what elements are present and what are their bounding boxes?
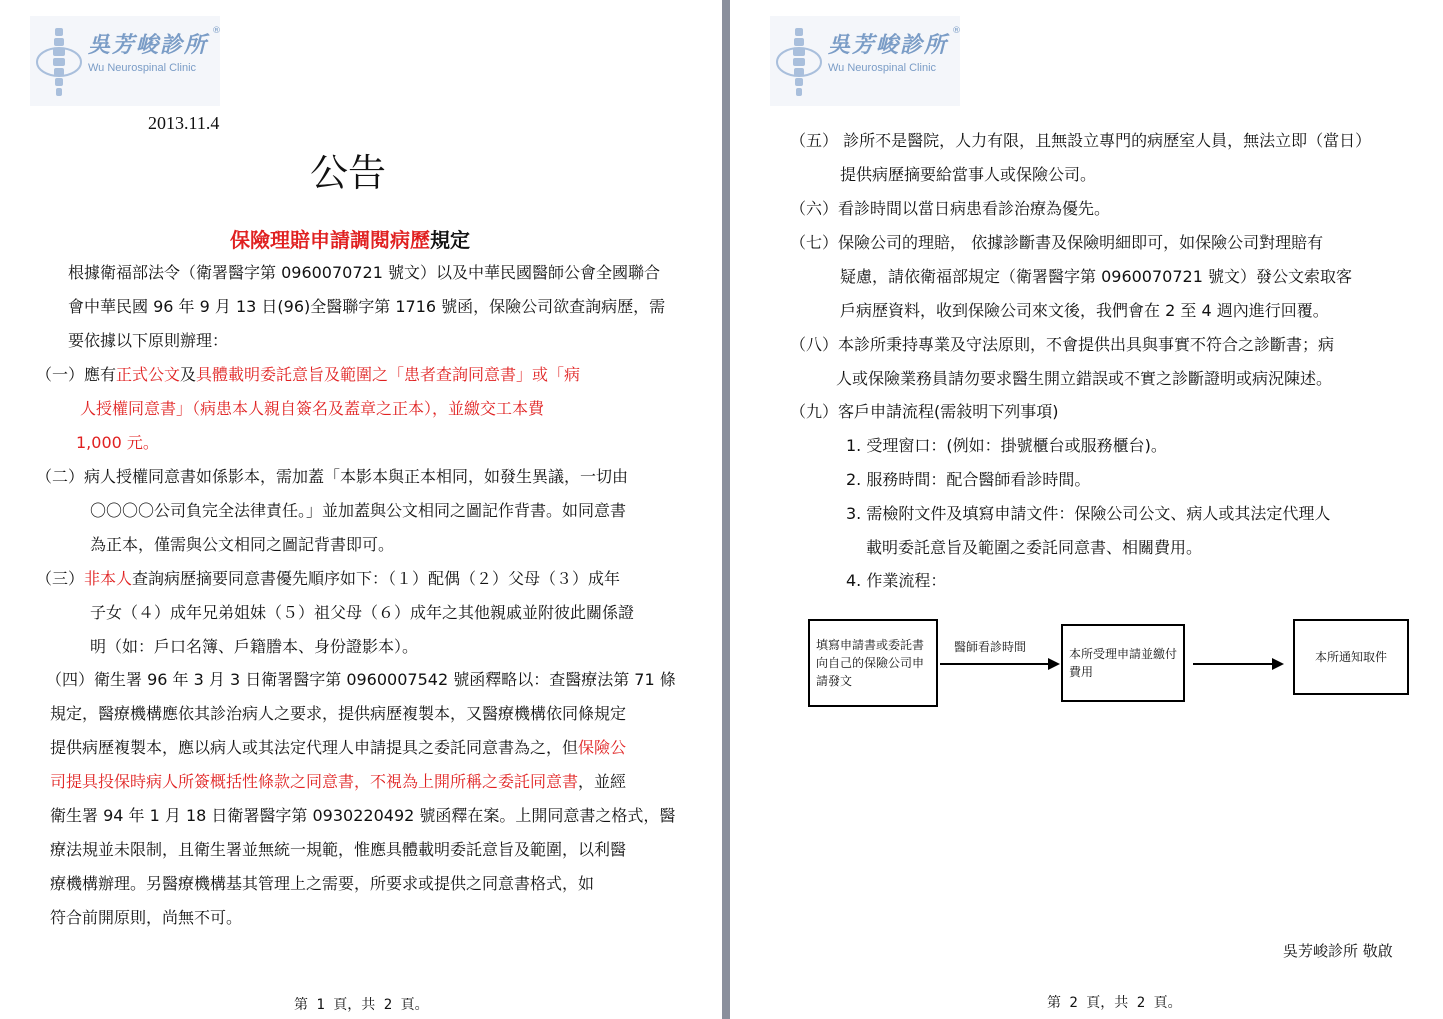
subtitle-black: 規定: [430, 228, 470, 252]
clinic-logo: [30, 16, 220, 106]
item-3-non-self: 非本人: [84, 569, 133, 588]
step-item: 1. 受理窗口：(例如：掛號櫃台或服務櫃台)。: [846, 436, 1167, 455]
logo-registered-mark: ®: [212, 26, 221, 36]
item-1-line: [36, 365, 580, 385]
document-subtitle: [230, 224, 470, 253]
flow-arrow-2: [1193, 663, 1273, 665]
subtitle-red: 保險理賠申請調閱病歷: [230, 228, 430, 252]
flow-box-accept: 本所受理申請並繳付費用: [1061, 624, 1185, 702]
signature: 吳芳峻診所 敬啟: [1283, 942, 1393, 960]
item-1-prefix: （一）應有: [36, 365, 117, 384]
item-3-text: 查詢病歷摘要同意書優先順序如下：（１）配偶（２）父母（３）成年: [132, 569, 621, 588]
item-4-line: [50, 738, 626, 758]
step-item: 2. 服務時間：配合醫師看診時間。: [846, 470, 1091, 489]
item-1-consent: 具體載明委託意旨及範圍之「患者查詢同意書」或「病: [196, 365, 581, 384]
item-2-line: 為正本，僅需與公文相同之圖記背書即可。: [90, 535, 395, 554]
spine-icon: [34, 22, 84, 102]
item-1-and: 及: [180, 365, 197, 384]
arrow-right-icon: [1272, 658, 1284, 670]
item-7-line: 疑慮，請依衛福部規定（衛署醫字第 0960070721 號文）發公文索取客: [840, 267, 1352, 286]
item-2-line: 〇〇〇〇公司負完全法律責任。」並加蓋與公文相同之圖記作背書。如同意書: [90, 501, 627, 520]
logo-name-zh: 吳芳峻診所: [828, 33, 949, 58]
item-3-line: 子女（４）成年兄弟姐妹（５）祖父母（６）成年之其他親戚並附彼此關係證: [90, 603, 635, 622]
item-7-line: （七）保險公司的理賠， 依據診斷書及保險明細即可，如保險公司對理賠有: [790, 233, 1324, 252]
intro-line: 要依據以下原則辦理：: [68, 331, 229, 350]
flow-box-notify: 本所通知取件: [1293, 619, 1409, 695]
item-4-line: [50, 772, 626, 792]
page-divider: [722, 0, 730, 1019]
item-4-line: 規定，醫療機構應依其診治病人之要求，提供病歷複製本，又醫療機構依同條規定: [50, 704, 627, 723]
item-5-line: 提供病歷摘要給當事人或保險公司。: [840, 165, 1097, 184]
page-title: 公告: [310, 151, 387, 195]
item-8-line: （八）本診所秉持專業及守法原則，不會提供出具與事實不符合之診斷書；病: [790, 335, 1335, 354]
intro-line: 會中華民國 96 年 9 月 13 日(96)全醫聯字第 1716 號函，保險公司欲查詢病歷，需: [68, 297, 666, 316]
page-footer: 第 2 頁，共 2 頁。: [1047, 995, 1182, 1011]
item-9-line: （九）客戶申請流程(需敍明下列事項): [790, 402, 1059, 421]
clinic-logo: [770, 16, 960, 106]
item-2-line: （二）病人授權同意書如係影本，需加蓋「本影本與正本相同，如發生異議，一切由: [36, 467, 629, 486]
item-8-line: 人或保險業務員請勿要求醫生開立錯誤或不實之診斷證明或病況陳述。: [836, 369, 1333, 388]
logo-name-zh: 吳芳峻診所: [88, 33, 209, 58]
item-3-line: 明（如：戶口名簿、戶籍謄本、身份證影本）。: [90, 637, 419, 656]
step-item: 4. 作業流程：: [846, 571, 947, 590]
item-4-text: 提供病歷複製本，應以病人或其法定代理人申請提具之委託同意書為之，但: [50, 738, 579, 757]
item-5-line: （五） 診所不是醫院，人力有限，且無設立專門的病歷室人員，無法立即（當日）: [790, 131, 1372, 150]
logo-registered-mark: ®: [952, 26, 961, 36]
step-item: 3. 需檢附文件及填寫申請文件：保險公司公文、病人或其法定代理人: [846, 504, 1331, 523]
item-1-line: 人授權同意書」（病患本人親自簽名及蓋章之正本），並繳交工本費: [80, 399, 545, 418]
arrow-right-icon: [1048, 658, 1060, 670]
flow-box-apply: 填寫申請書或委託書向自己的保險公司申請發文: [808, 619, 938, 707]
item-4-red-text: 司提具投保時病人所簽概括性條款之同意書，不視為上開所稱之委託同意書: [50, 772, 579, 791]
item-1-fee: 1,000 元。: [76, 433, 159, 452]
item-4-line: （四）衛生署 96 年 3 月 3 日衛署醫字第 0960007542 號函釋略以：查醫療法第 71 條: [46, 670, 676, 689]
item-4-line: 療法規並未限制，且衛生署並無統一規範，惟應具體載明委託意旨及範圍，以利醫: [50, 840, 627, 859]
flow-arrow-1: [940, 663, 1050, 665]
flow-arrow-label: 醫師看診時間: [954, 640, 1027, 654]
item-4-line: 符合前開原則，尚無不可。: [50, 908, 243, 927]
document-date: 2013.11.4: [148, 113, 220, 133]
item-6-line: （六）看診時間以當日病患看診治療為優先。: [790, 199, 1111, 218]
intro-line: 根據衛福部法令（衛署醫字第 0960070721 號文）以及中華民國醫師公會全國聯合: [68, 263, 660, 282]
document-page-2: [730, 0, 1443, 1019]
item-4-line: 衛生署 94 年 1 月 18 日衛署醫字第 0930220492 號函釋在案。上開同意書之格式，醫: [50, 806, 676, 825]
item-3-prefix: （三）: [36, 569, 85, 588]
item-7-line: 戶病歷資料，收到保險公司來文後，我們會在 2 至 4 週內進行回覆。: [840, 301, 1329, 320]
item-4-line: 療機構辦理。另醫療機構基其管理上之需要，所要求或提供之同意書格式，如: [50, 874, 595, 893]
item-3-line: [36, 569, 620, 589]
item-1-official-doc: 正式公文: [116, 365, 181, 384]
step-item: 載明委託意旨及範圍之委託同意書、相關費用。: [866, 538, 1203, 557]
logo-name-en: Wu Neurospinal Clinic: [88, 62, 197, 74]
item-4-red-text: 保險公: [578, 738, 627, 757]
spine-icon: [774, 22, 824, 102]
page-footer: 第 1 頁，共 2 頁。: [294, 997, 429, 1013]
logo-name-en: Wu Neurospinal Clinic: [828, 62, 937, 74]
item-4-text: ，並經: [578, 772, 627, 791]
